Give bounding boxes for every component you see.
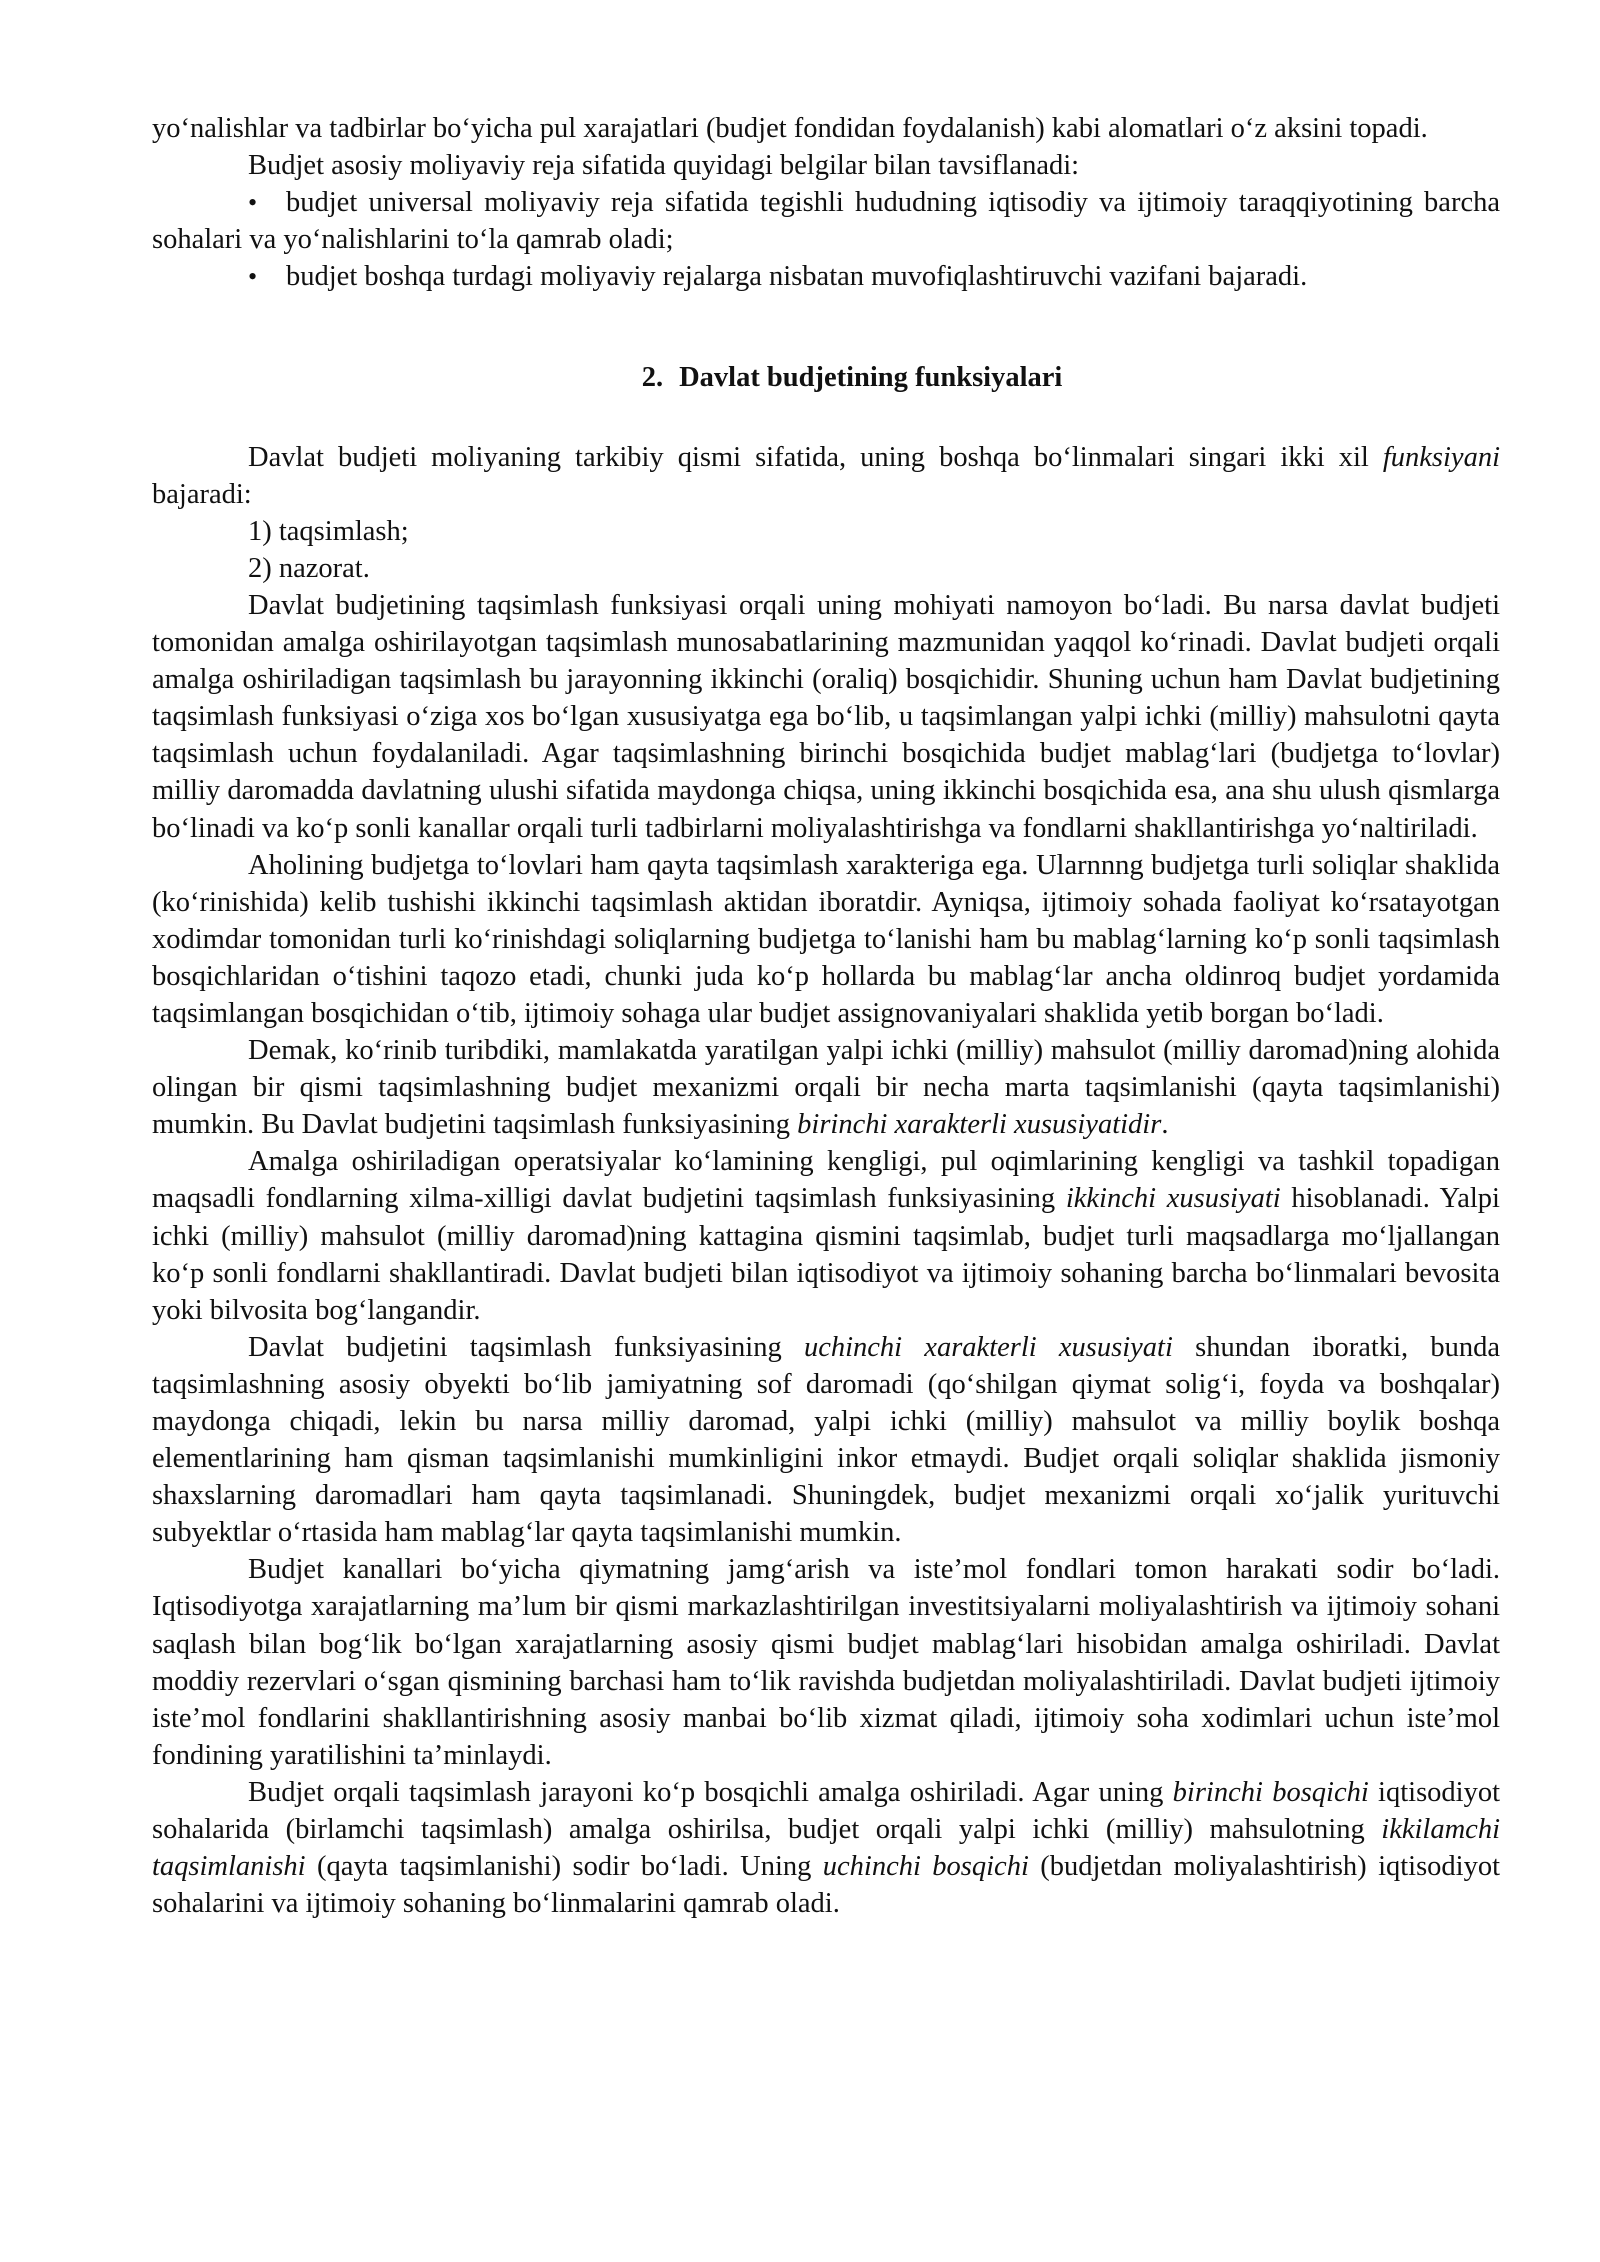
emphasis-text: birinchi xarakterli xususiyatidir bbox=[797, 1109, 1162, 1141]
paragraph-budget-channels: Budjet kanallari bo‘yicha qiymatning jamg‘arish va iste’mol fondlari tomon harakati sodir bo‘ladi. Iqtisodiyotga xarajatlarning ma’lum bir qismi markazlashtirilgan investitsiyalarni moliyalashtirish va ijtimoiy sohani saqlash bilan bog‘lik bo‘lgan xarajatlarning asosiy qismi budjet mablag‘lari hisobidan amalga oshiriladi. Davlat moddiy rezervlari o‘sgan qismining barchasi ham to‘lik ravishda budjetdan moliyalashtiriladi. Davlat budjeti ijtimoiy iste’mol fondlarini shakllantirishning asosiy manbai bo‘lib xizmat qiladi, ijtimoiy soha xodimlari uchun iste’mol fondining yaratilishini ta’minlaydi. bbox=[152, 1554, 1500, 1771]
text-run: bajaradi: bbox=[152, 478, 252, 510]
emphasis-text: ikkilamchi taqsimlanishi bbox=[152, 1814, 1500, 1883]
paragraph-population-payments: Aholining budjetga to‘lovlari ham qayta taqsimlash xarakteriga ega. Ularnnng budjetga turli soliqlar shaklida (ko‘rinishida) kelib tushishi ikkinchi taqsimlash aktidan iboratdir. Ayniqsa, ijtimoiy sohada faoliyat ko‘rsatayotgan xodimdar tomonidan turli ko‘rinishdagi soliqlarning budjetga to‘lanishi ham bu mablag‘larning ko‘p sonli taqsimlash bosqichlaridan o‘tishini taqozo etadi, chunki juda ko‘p hollarda bu mablag‘lar ancha oldinroq budjet yordamida taqsimlangan bosqichidan o‘tib, ijtimoiy sohaga ular budjet assignovaniyalari shaklida yetib borgan bo‘ladi. bbox=[152, 849, 1500, 1029]
text-run: Demak, ko‘rinib turibdiki, mamlakatda yaratilgan yalpi ichki (milliy) mahsulot (milliy daromad)ning alohida olingan bir qismi taqsimlashning budjet mexanizmi orqali bir necha marta taqsimlanishi (qayta taqsimlanishi) mumkin. Bu Davlat budjetini taqsimlash funksiyasining bbox=[152, 1035, 1500, 1141]
emphasis-text: uchinchi xarakterli xususiyati bbox=[803, 1331, 1173, 1363]
section-number: 2. bbox=[641, 362, 664, 394]
list-item-distribution: 1) taqsimlash; bbox=[248, 515, 409, 547]
bullet-icon: • bbox=[248, 188, 258, 218]
paragraph-functions-intro bbox=[152, 439, 1500, 513]
text-run: (budjetdan moliyalashtirish) iqtisodiyot sohalarini va ijtimoiy sohaning bo‘linmalarini qamrab oladi. bbox=[152, 1851, 1501, 1920]
section-title: Davlat budjetining funksiyalari bbox=[679, 362, 1063, 394]
paragraph-second-feature bbox=[152, 1143, 1500, 1328]
text-run: Davlat budjetini taqsimlash funksiyasining bbox=[248, 1331, 804, 1363]
emphasis-text: birinchi bosqichi bbox=[1172, 1776, 1369, 1808]
paragraph-continuation: yo‘nalishlar va tadbirlar bo‘yicha pul xarajatlari (budjet fondidan foydalanish) kabi alomatlari o‘z aksini topadi. bbox=[152, 113, 1428, 144]
paragraph-first-feature bbox=[152, 1032, 1500, 1143]
emphasis-text: ikkinchi xususiyati bbox=[1065, 1183, 1281, 1215]
text-run: (qayta taqsimlanishi) sodir bo‘ladi. Uning bbox=[305, 1851, 823, 1883]
bullet-item-2-text: budjet boshqa turdagi moliyaviy rejalarga nisbatan muvofiqlashtiruvchi vazifani bajaradi. bbox=[286, 261, 1308, 293]
emphasis-text: uchinchi bosqichi bbox=[822, 1851, 1029, 1883]
text-run: Amalga oshiriladigan operatsiyalar ko‘lamining kengligi, pul oqimlarining kengligi va tashkil topadigan maqsadli fondlarning xilma-xilligi davlat budjetini taqsimlash funksiyasining bbox=[152, 1146, 1500, 1215]
paragraph-third-feature bbox=[152, 1329, 1500, 1552]
text-run: Budjet orqali taqsimlash jarayoni ko‘p bosqichli amalga oshiriladi. Agar uning bbox=[248, 1776, 1173, 1808]
emphasis-text: funksiyani bbox=[1382, 441, 1500, 473]
text-run: . bbox=[1161, 1109, 1169, 1141]
list-item-control: 2) nazorat. bbox=[248, 552, 370, 584]
section-heading bbox=[152, 359, 1500, 396]
bullet-item-2 bbox=[152, 258, 1500, 295]
text-run: iqtisodiyot sohalarida (birlamchi taqsimlash) amalga oshirilsa, budjet orqali yalpi ichki (milliy) mahsulotning bbox=[152, 1776, 1500, 1846]
bullet-icon: • bbox=[248, 262, 258, 292]
bullet-item-1 bbox=[152, 184, 1500, 258]
text-run: hisoblanadi. Yalpi ichki (milliy) mahsulot (milliy daromad)ning kattagina qismini taqsimlab, budjet turli maqsadlarga mo‘ljallangan ko‘p sonli fondlarni shakllantiradi. Davlat budjeti bilan iqtisodiyot va ijtimoiy sohaning barcha bo‘linmalari bevosita yoki bilvosita bog‘langandir. bbox=[152, 1183, 1500, 1326]
document-page bbox=[152, 110, 1500, 1922]
paragraph-multistage-distribution bbox=[152, 1774, 1500, 1922]
paragraph-distribution-function: Davlat budjetining taqsimlash funksiyasi orqali uning mohiyati namoyon bo‘ladi. Bu narsa davlat budjeti tomonidan amalga oshirilayotgan taqsimlash munosabatlarining mazmunidan yaqqol ko‘rinadi. Davlat budjeti orqali amalga oshiriladigan taqsimlash bu jarayonning ikkinchi (oraliq) bosqichidir. Shuning uchun ham Davlat budjetining taqsimlash funksiyasi o‘ziga xos bo‘lgan xususiyatga ega bo‘lib, u taqsimlangan yalpi ichki (milliy) mahsulotni qayta taqsimlash uchun foydalaniladi. Agar taqsimlashning birinchi bosqichida budjet mablag‘lari (budjetga to‘lovlar) milliy daromadda davlatning ulushi sifatida maydonga chiqsa, uning ikkinchi bosqichida esa, ana shu ulush qismlarga bo‘linadi va ko‘p sonli kanallar orqali turli tadbirlarni moliyalashtirishga va fondlarni shakllantirishga yo‘naltiriladi. bbox=[152, 589, 1500, 844]
bullet-item-1-text: budjet universal moliyaviy reja sifatida tegishli hududning iqtisodiy va ijtimoiy taraqqiyotining barcha sohalari va yo‘nalishlarini to‘la qamrab oladi; bbox=[152, 187, 1500, 256]
text-run: shundan iboratki, bunda taqsimlashning asosiy obyekti bo‘lib jamiyatning sof daromadi (qo‘shilgan qiymat solig‘i, foyda va boshqalar) maydonga chiqadi, lekin bu narsa milliy daromad, yalpi ichki (milliy) mahsulot va milliy boylik boshqa elementlarining ham qisman taqsimlanishi mumkinligini inkor etmaydi. Budjet orqali soliqlar shaklida jismoniy shaxslarning daromadlari ham qayta taqsimlanadi. Shuningdek, budjet mexanizmi orqali xo‘jalik yurituvchi subyektlar o‘rtasida ham mablag‘lar qayta taqsimlanishi mumkin. bbox=[152, 1331, 1500, 1549]
text-run: Davlat budjeti moliyaning tarkibiy qismi sifatida, uning boshqa bo‘linmalari singari ikki xil bbox=[248, 441, 1383, 473]
paragraph-budget-features-intro: Budjet asosiy moliyaviy reja sifatida quyidagi belgilar bilan tavsiflanadi: bbox=[248, 150, 1080, 182]
